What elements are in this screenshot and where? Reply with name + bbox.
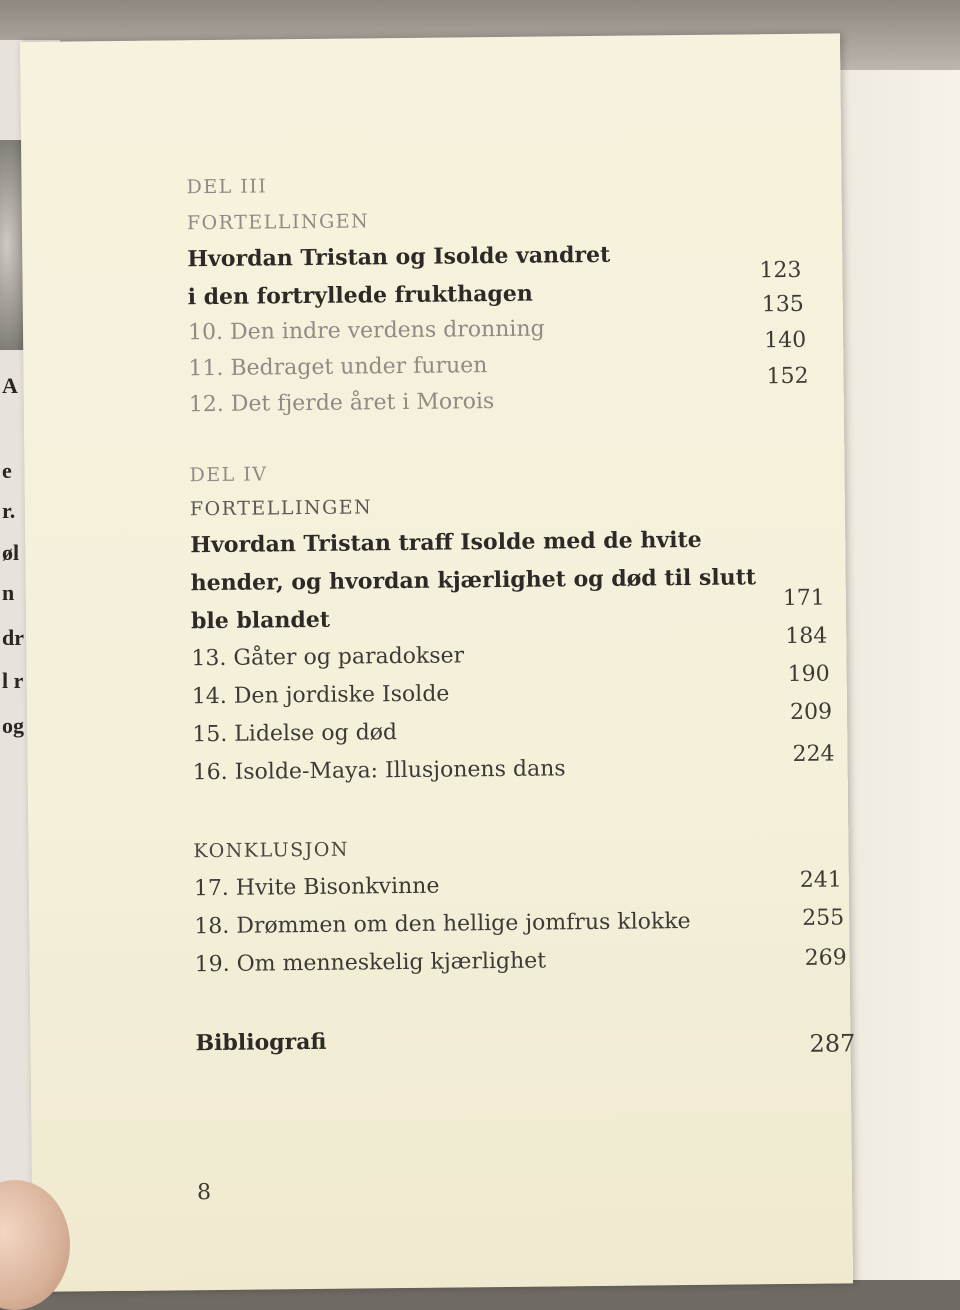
chapter-title: 12. Det fjerde året i Morois	[188, 389, 495, 418]
toc-entry	[191, 661, 842, 718]
chapter-title: 18. Drømmen om den hellige jomfrus klokke	[194, 909, 691, 940]
page-number: 140	[764, 327, 807, 354]
chapter-title: 11. Bedraget under furuen	[188, 353, 488, 382]
back-page-fragment: A	[2, 373, 18, 398]
toc-entry	[195, 1023, 856, 1064]
page-number: 255	[802, 905, 845, 931]
toc-entry	[187, 239, 837, 280]
part-title: ble blandet	[190, 606, 331, 635]
toc-entry	[190, 585, 841, 642]
page-number: 152	[766, 363, 809, 390]
back-page-fragment: og	[2, 713, 24, 738]
chapter-title: 17. Hvite Bisonkvinne	[193, 873, 440, 902]
back-page-fragment: dr	[2, 625, 24, 650]
back-page-fragment: e	[2, 458, 12, 483]
chapter-title: 15. Lidelse og død	[192, 720, 398, 748]
toc-entry	[191, 563, 841, 604]
page-number: 287	[809, 1029, 856, 1058]
toc-entry	[194, 907, 844, 948]
part-title: Hvordan Tristan traff Isolde med de hvite	[190, 526, 702, 559]
page-number: 224	[792, 741, 835, 767]
toc-entry	[190, 525, 840, 566]
page-number: 190	[787, 661, 830, 687]
page-number: 209	[789, 699, 833, 725]
part-heading: DEL IV	[189, 463, 268, 487]
back-page-fragment: n	[2, 580, 15, 605]
chapter-title: 19. Om menneskelig kjærlighet	[194, 948, 547, 978]
part-title: hender, og hvordan kjærlighet og død til slutt	[190, 564, 757, 597]
chapter-title: 14. Den jordiske Isolde	[191, 681, 450, 710]
bibliography-label: Bibliografi	[195, 1028, 327, 1057]
back-page-fragment: r.	[2, 498, 16, 523]
toc-entry	[192, 741, 843, 794]
page-number: 184	[785, 623, 828, 650]
toc-heading	[193, 833, 843, 874]
toc-entry	[195, 945, 845, 986]
page-number: 135	[761, 291, 804, 318]
chapter-title: 16. Isolde-Maya: Illusjonens dans	[192, 756, 566, 786]
part-title: Hvordan Tristan og Isolde vandret	[187, 241, 611, 273]
chapter-title: 13. Gåter og paradokser	[191, 643, 465, 672]
toc-entry	[192, 699, 842, 756]
page-number: 171	[782, 585, 825, 612]
toc-heading	[186, 169, 836, 210]
page-number: 241	[799, 867, 842, 893]
back-page-fragment: l r	[2, 668, 24, 693]
section-heading: KONKLUSJON	[193, 838, 350, 863]
part-subheading: FORTELLINGEN	[189, 496, 373, 521]
part-title: i den fortryllede frukthagen	[187, 280, 533, 311]
book-page	[20, 33, 856, 1292]
page-footer-number: 8	[196, 1180, 212, 1206]
toc-entry	[194, 869, 844, 910]
toc-entry	[191, 623, 841, 680]
back-page-fragment: øl	[2, 540, 20, 565]
part-heading: DEL III	[186, 175, 268, 199]
page-number: 123	[759, 257, 802, 284]
page-number: 269	[804, 945, 847, 971]
part-subheading: FORTELLINGEN	[186, 210, 370, 235]
chapter-title: 10. Den indre verdens dronning	[187, 316, 545, 346]
